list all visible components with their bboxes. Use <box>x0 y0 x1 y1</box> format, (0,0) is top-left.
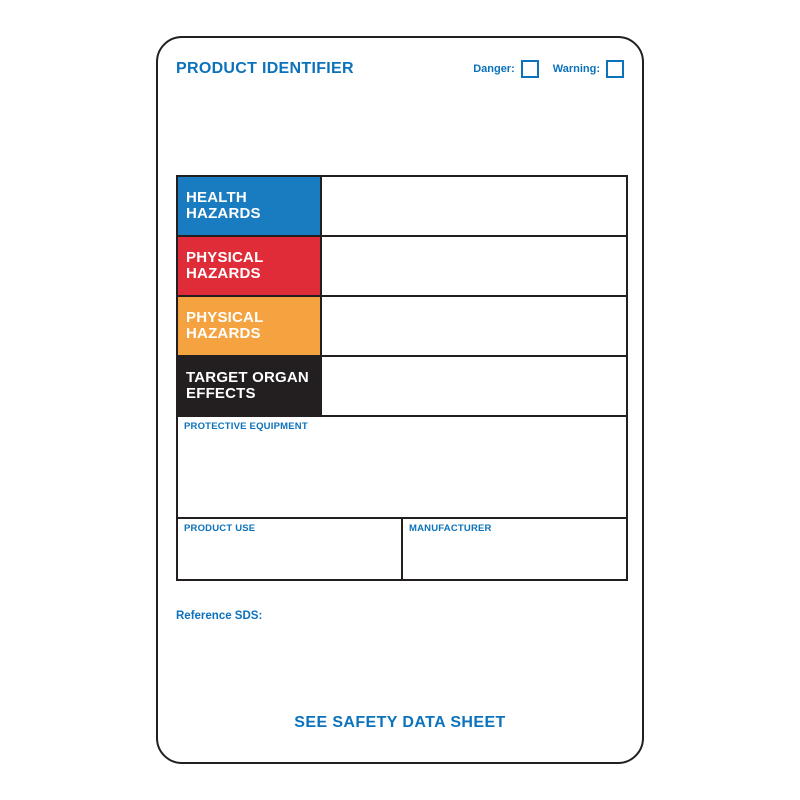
physical-hazards-orange-line2: HAZARDS <box>186 325 261 342</box>
physical-hazards-red-write-in-field[interactable] <box>322 237 626 295</box>
manufacturer-title: MANUFACTURER <box>409 523 492 534</box>
physical-hazards-orange-line1: PHYSICAL <box>186 308 264 326</box>
protective-equipment-title: PROTECTIVE EQUIPMENT <box>184 421 308 432</box>
product-use-title: PRODUCT USE <box>184 523 256 534</box>
hazard-row-health <box>178 177 626 237</box>
hazard-row-target-organ <box>178 357 626 417</box>
health-hazards-category <box>178 177 322 235</box>
product-use-section[interactable] <box>178 519 403 579</box>
target-organ-effects-line2: EFFECTS <box>186 385 256 402</box>
hazard-grid <box>176 175 628 581</box>
target-organ-effects-line1: TARGET ORGAN <box>186 368 309 386</box>
physical-hazards-red-line1: PHYSICAL <box>186 248 264 266</box>
physical-hazards-orange-write-in-field[interactable] <box>322 297 626 355</box>
label-header <box>176 58 624 84</box>
warning-checkbox[interactable] <box>606 60 624 78</box>
bottom-info-row <box>178 519 626 579</box>
see-safety-data-sheet-footer: SEE SAFETY DATA SHEET <box>294 714 506 731</box>
danger-checkbox[interactable] <box>521 60 539 78</box>
ghs-secondary-container-label <box>156 36 644 764</box>
protective-equipment-section[interactable] <box>178 417 626 519</box>
hazard-row-physical-orange <box>178 297 626 357</box>
health-hazards-line2: HAZARDS <box>186 205 261 222</box>
health-hazards-write-in-field[interactable] <box>322 177 626 235</box>
product-identifier-heading: PRODUCT IDENTIFIER <box>176 60 354 77</box>
hazard-row-physical-red <box>178 237 626 297</box>
physical-hazards-red-line2: HAZARDS <box>186 265 261 282</box>
physical-hazards-red-category <box>178 237 322 295</box>
physical-hazards-orange-category <box>178 297 322 355</box>
manufacturer-section[interactable] <box>403 519 626 579</box>
warning-label: Warning: <box>552 63 600 75</box>
signal-word-group <box>473 60 624 78</box>
health-hazards-line1: HEALTH <box>186 188 247 206</box>
danger-label: Danger: <box>473 63 515 75</box>
target-organ-effects-write-in-field[interactable] <box>322 357 626 415</box>
target-organ-effects-category <box>178 357 322 415</box>
reference-sds-line[interactable]: Reference SDS: <box>176 610 263 622</box>
